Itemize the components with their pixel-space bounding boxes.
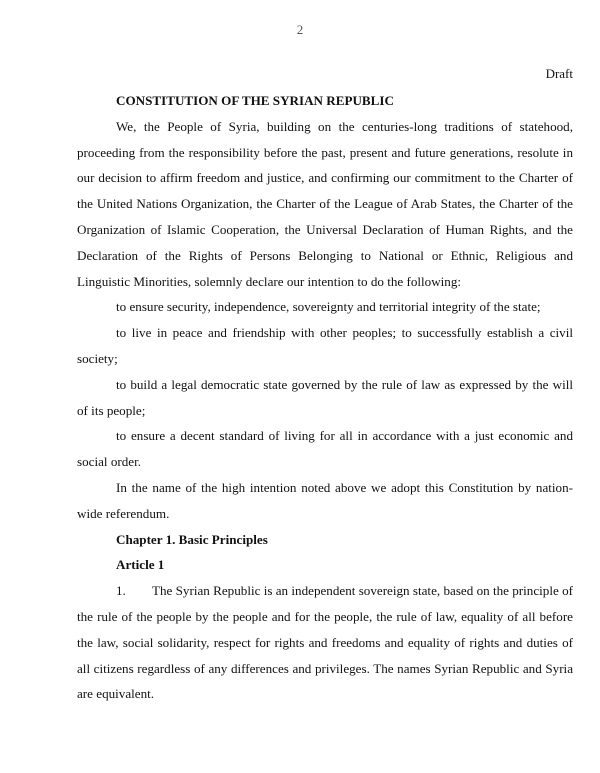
intention-item: to ensure security, independence, sovereignty and territorial integrity of the state;	[116, 299, 541, 315]
draft-label: Draft	[545, 66, 573, 81]
page-number: 2	[296, 22, 304, 37]
preamble-paragraph: We, the People of Syria, building on the centuries-long traditions of statehood, proceeding from the responsibility before the past, present and future generations, resolute in our decision to affirm freedom and justice, and confirming our commitment to the Charter of the United Nations Organization, the Charter of the League of Arab States, the Charter of the Organization of Islamic Cooperation, the Universal Declaration of Human Rights, and the Declaration of the Rights of Persons Belonging to National or Ethnic, Religious and Linguistic Minorities, solemnly declare our intention to do the following:	[77, 118, 573, 289]
article-paragraph-text: The Syrian Republic is an independent sovereign state, based on the principle of the rule of the people by the people and for the people, the rule of law, equality of all before the law, social solidarity, respect for rights and freedoms and equality of rights and duties of all citizens regardless of any differences and privileges. The names Syrian Republic and Syria are equivalent.	[77, 583, 573, 702]
chapter-heading: Chapter 1. Basic Principles	[116, 531, 268, 547]
adoption-paragraph: In the name of the high intention noted above we adopt this Constitution by nation-wide referendum.	[77, 479, 573, 521]
document-title: CONSTITUTION OF THE SYRIAN REPUBLIC	[116, 93, 394, 108]
intention-item: to ensure a decent standard of living for all in accordance with a just economic and social order.	[77, 428, 573, 470]
intention-item: to build a legal democratic state governed by the rule of law as expressed by the will of its people;	[77, 376, 573, 418]
intention-item: to live in peace and friendship with other peoples; to successfully establish a civil society;	[77, 325, 573, 366]
document-body	[77, 88, 573, 707]
article-paragraph-number: 1.	[116, 583, 126, 599]
article-heading: Article 1	[116, 557, 165, 573]
article-paragraph	[77, 578, 573, 707]
